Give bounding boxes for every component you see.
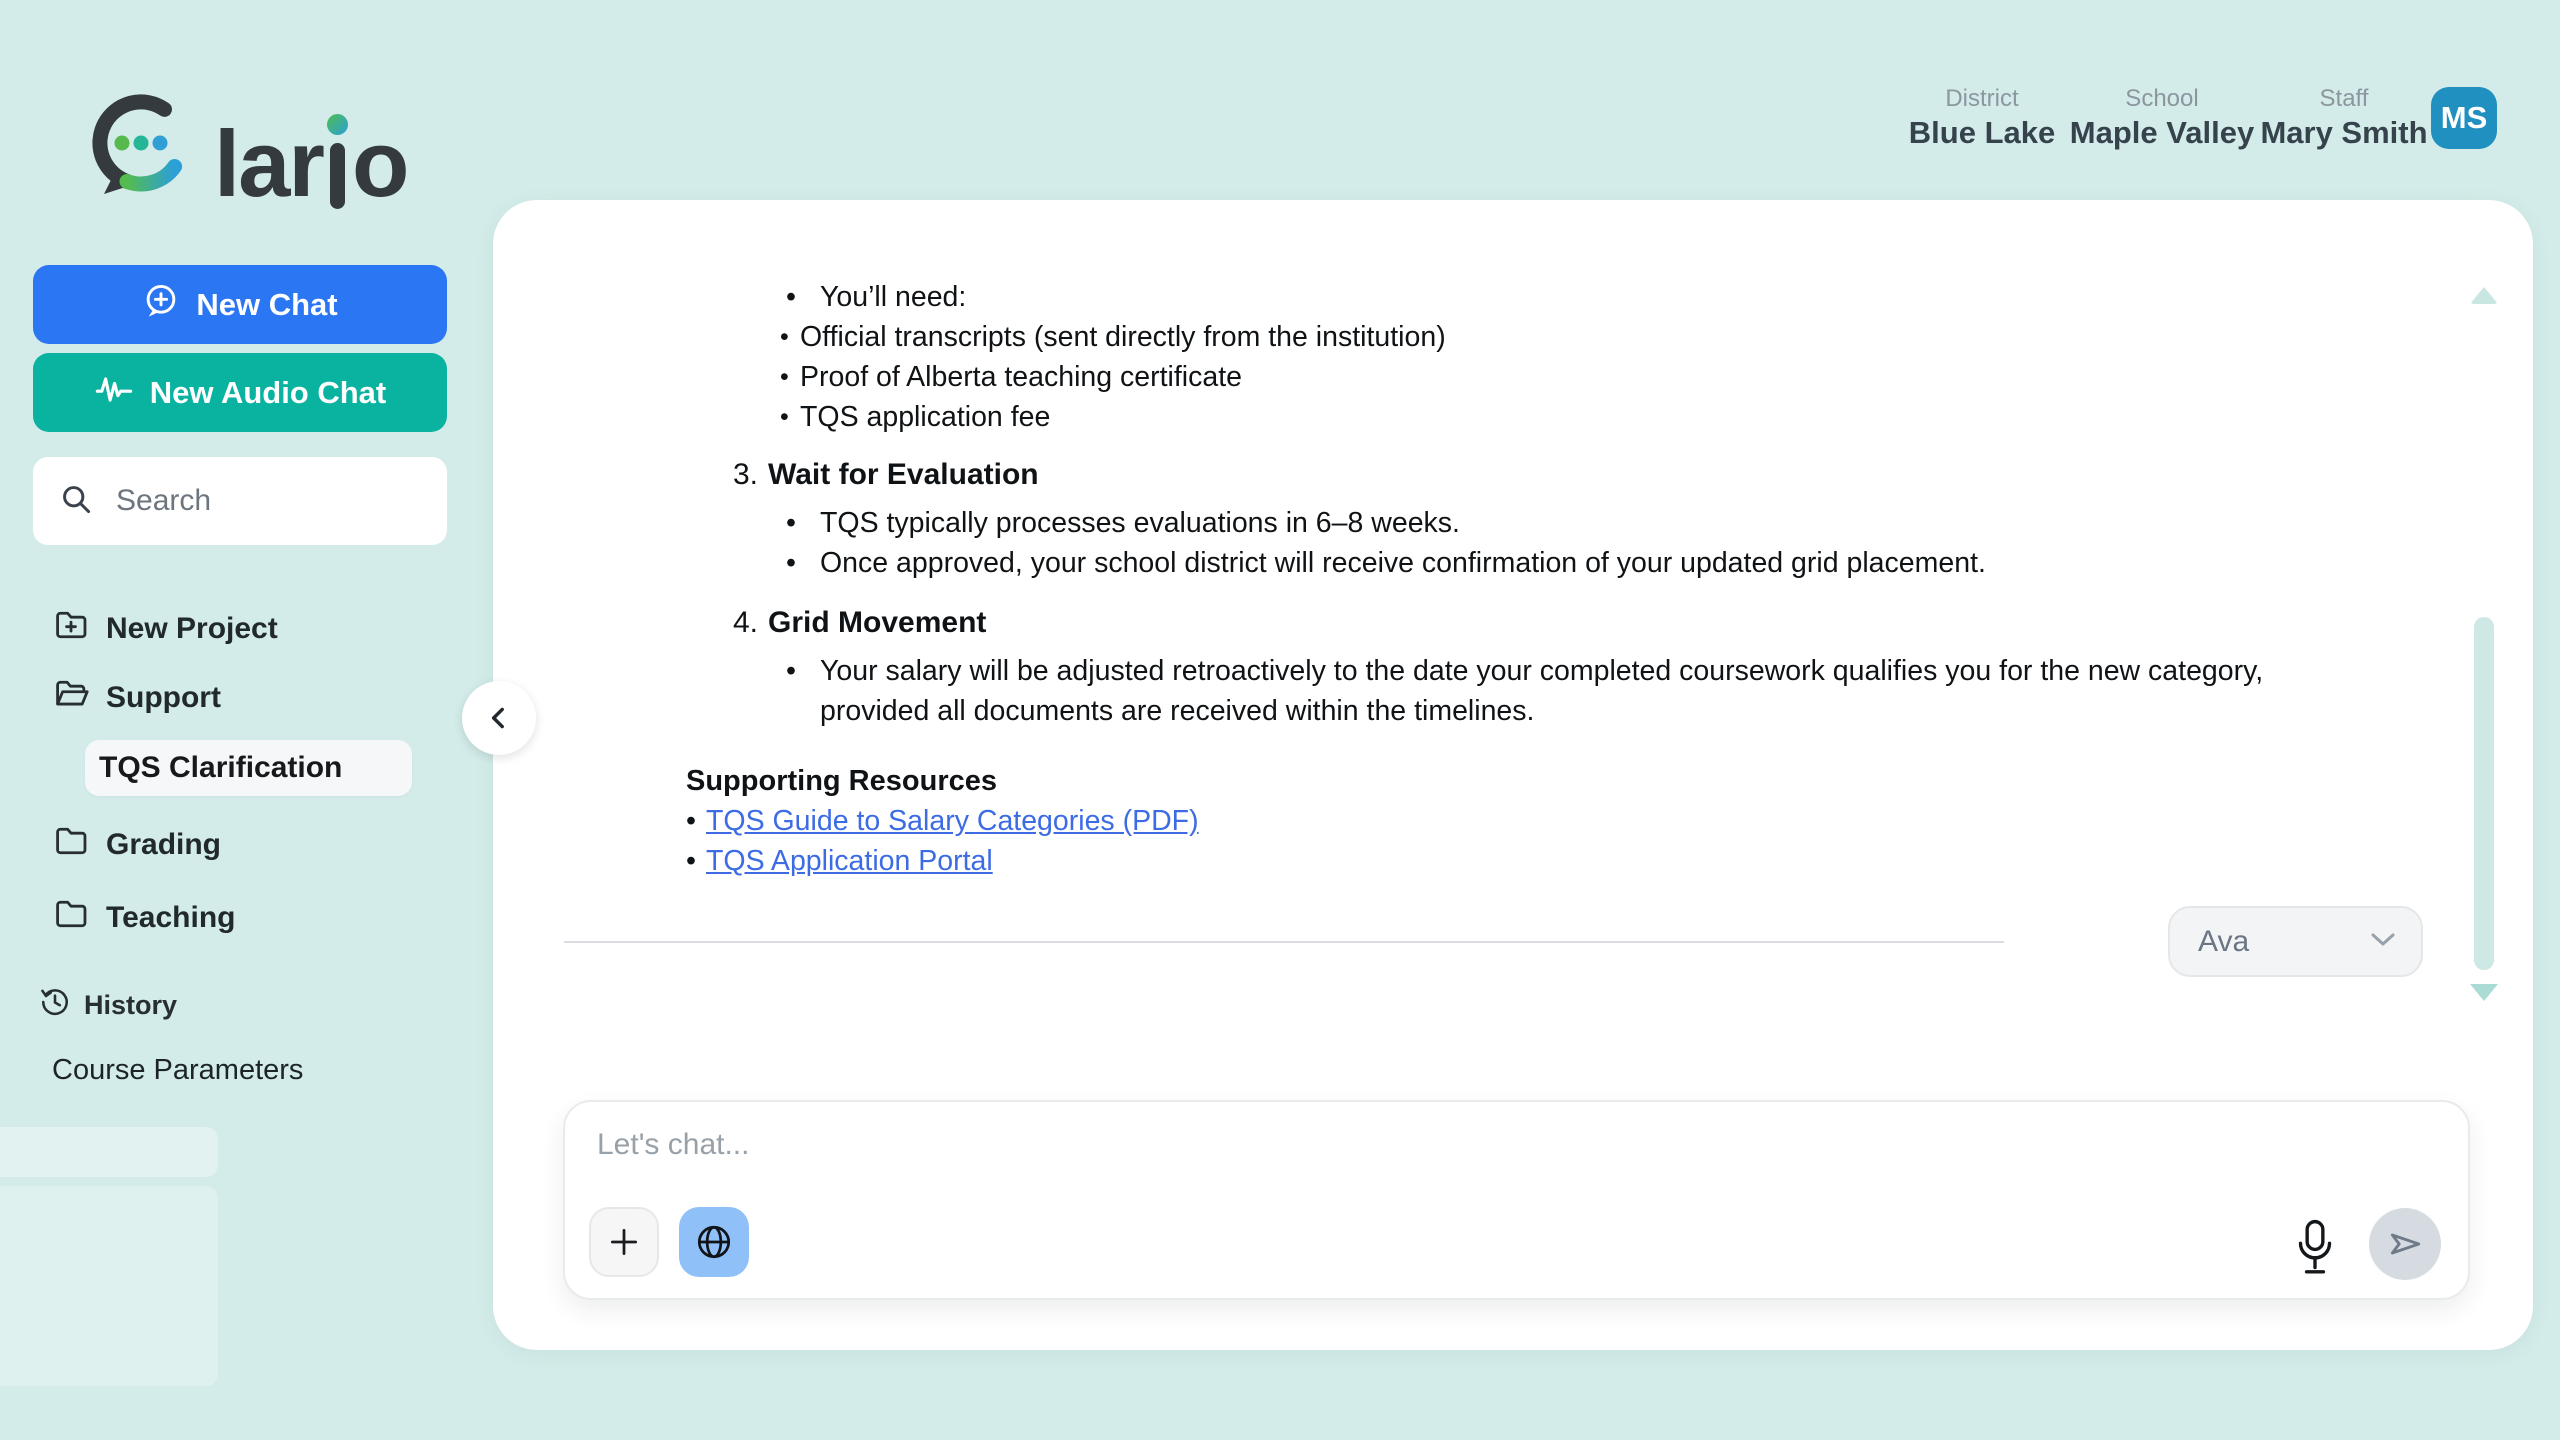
folder-open-icon	[52, 675, 90, 721]
sidebar-item-new-project[interactable]	[33, 601, 447, 657]
header-district	[1909, 84, 2055, 152]
resources-heading: Supporting Resources	[686, 765, 997, 797]
assistant-message	[686, 277, 2286, 881]
history-item-label: Course Parameters	[52, 1053, 304, 1086]
folder-icon	[52, 822, 90, 868]
voice-input-button[interactable]	[2287, 1214, 2343, 1280]
logo-wordmark: lar o	[214, 111, 408, 216]
voice-select-value: Ava	[2198, 924, 2250, 958]
globe-icon	[693, 1221, 735, 1263]
search-icon	[60, 483, 92, 520]
faded-history-item	[0, 1186, 218, 1386]
header-staff	[2260, 84, 2427, 152]
bullet-item: • Your salary will be adjusted retroactively to the date your completed coursework qualifies you for the new category, provided all documents are received within the timelines.	[686, 651, 2286, 731]
logo-letter-i	[330, 143, 345, 209]
new-audio-chat-label: New Audio Chat	[149, 374, 387, 410]
sidebar-item-label: New Project	[106, 612, 278, 645]
history-label: History	[84, 989, 178, 1020]
microphone-icon	[2294, 1218, 2336, 1276]
waveform-icon	[94, 369, 134, 417]
sidebar-collapse-button[interactable]	[462, 681, 536, 755]
chat-panel	[493, 200, 2533, 1350]
numbered-step: 3. Wait for Evaluation	[733, 458, 1039, 491]
sidebar-item-teaching[interactable]	[33, 890, 447, 946]
new-chat-label: New Chat	[196, 286, 338, 322]
voice-select[interactable]	[2168, 906, 2423, 977]
new-chat-button[interactable]	[33, 265, 447, 344]
tqs-guide-link[interactable]: TQS Guide to Salary Categories (PDF)	[706, 805, 1199, 837]
district-value: Blue Lake	[1908, 115, 2056, 150]
sidebar-item-support[interactable]	[33, 670, 447, 726]
send-icon	[2386, 1225, 2424, 1263]
sidebar-item-tqs-clarification-active[interactable]	[85, 740, 412, 796]
header-school	[2070, 84, 2254, 152]
send-button[interactable]	[2369, 1208, 2441, 1280]
search-box[interactable]	[33, 457, 447, 545]
sidebar-item-label: Grading	[106, 828, 222, 861]
staff-label: Staff	[2319, 85, 2369, 112]
chat-input[interactable]	[597, 1128, 1797, 1162]
chevron-down-icon	[2369, 930, 2397, 953]
search-input[interactable]	[116, 484, 396, 518]
active-chat-label: TQS Clarification	[99, 751, 343, 784]
history-section-header	[33, 977, 447, 1033]
app-logo	[84, 86, 408, 216]
logo-bubble-icon	[84, 86, 204, 211]
resource-link-item	[686, 801, 2286, 841]
avatar[interactable]: MS	[2431, 87, 2497, 149]
staff-value: Mary Smith	[2260, 115, 2428, 150]
attach-button[interactable]	[589, 1207, 659, 1277]
sidebar-item-grading[interactable]	[33, 817, 447, 873]
history-item-course-parameters[interactable]	[33, 1042, 447, 1098]
resource-link-item	[686, 841, 2286, 881]
scroll-down-arrow[interactable]	[2470, 984, 2498, 1001]
new-audio-chat-button[interactable]	[33, 353, 447, 432]
logo-i-dot	[327, 114, 348, 135]
composer	[563, 1100, 2470, 1300]
sub-bullet-item: • Official transcripts (sent directly from the institution)	[686, 317, 2286, 357]
scrollbar-thumb[interactable]	[2474, 617, 2494, 970]
tqs-portal-link[interactable]: TQS Application Portal	[706, 845, 993, 877]
message-divider	[564, 941, 2004, 943]
faded-history-item	[0, 1127, 218, 1177]
folder-icon	[52, 895, 90, 941]
bullet-item: • TQS typically processes evaluations in 6–8 weeks.	[686, 503, 2286, 543]
sidebar-item-label: Support	[106, 681, 221, 714]
numbered-step: 4. Grid Movement	[733, 606, 987, 639]
plus-icon	[606, 1224, 642, 1260]
folder-plus-icon	[52, 606, 90, 652]
bullet-item: • You’ll need:	[686, 277, 2286, 317]
chevron-left-icon	[484, 703, 514, 733]
sidebar-item-label: Teaching	[106, 901, 236, 934]
sub-bullet-item: • TQS application fee	[686, 397, 2286, 437]
bullet-item: • Once approved, your school district will receive confirmation of your updated grid placement.	[686, 543, 2286, 583]
clock-history-icon	[39, 986, 71, 1025]
scroll-up-arrow[interactable]	[2470, 287, 2498, 304]
web-search-button[interactable]	[679, 1207, 749, 1277]
school-value: Maple Valley	[2069, 115, 2255, 150]
sub-bullet-item: • Proof of Alberta teaching certificate	[686, 357, 2286, 397]
district-label: District	[1945, 85, 2019, 112]
school-label: School	[2125, 85, 2199, 112]
chat-plus-icon	[142, 282, 180, 328]
